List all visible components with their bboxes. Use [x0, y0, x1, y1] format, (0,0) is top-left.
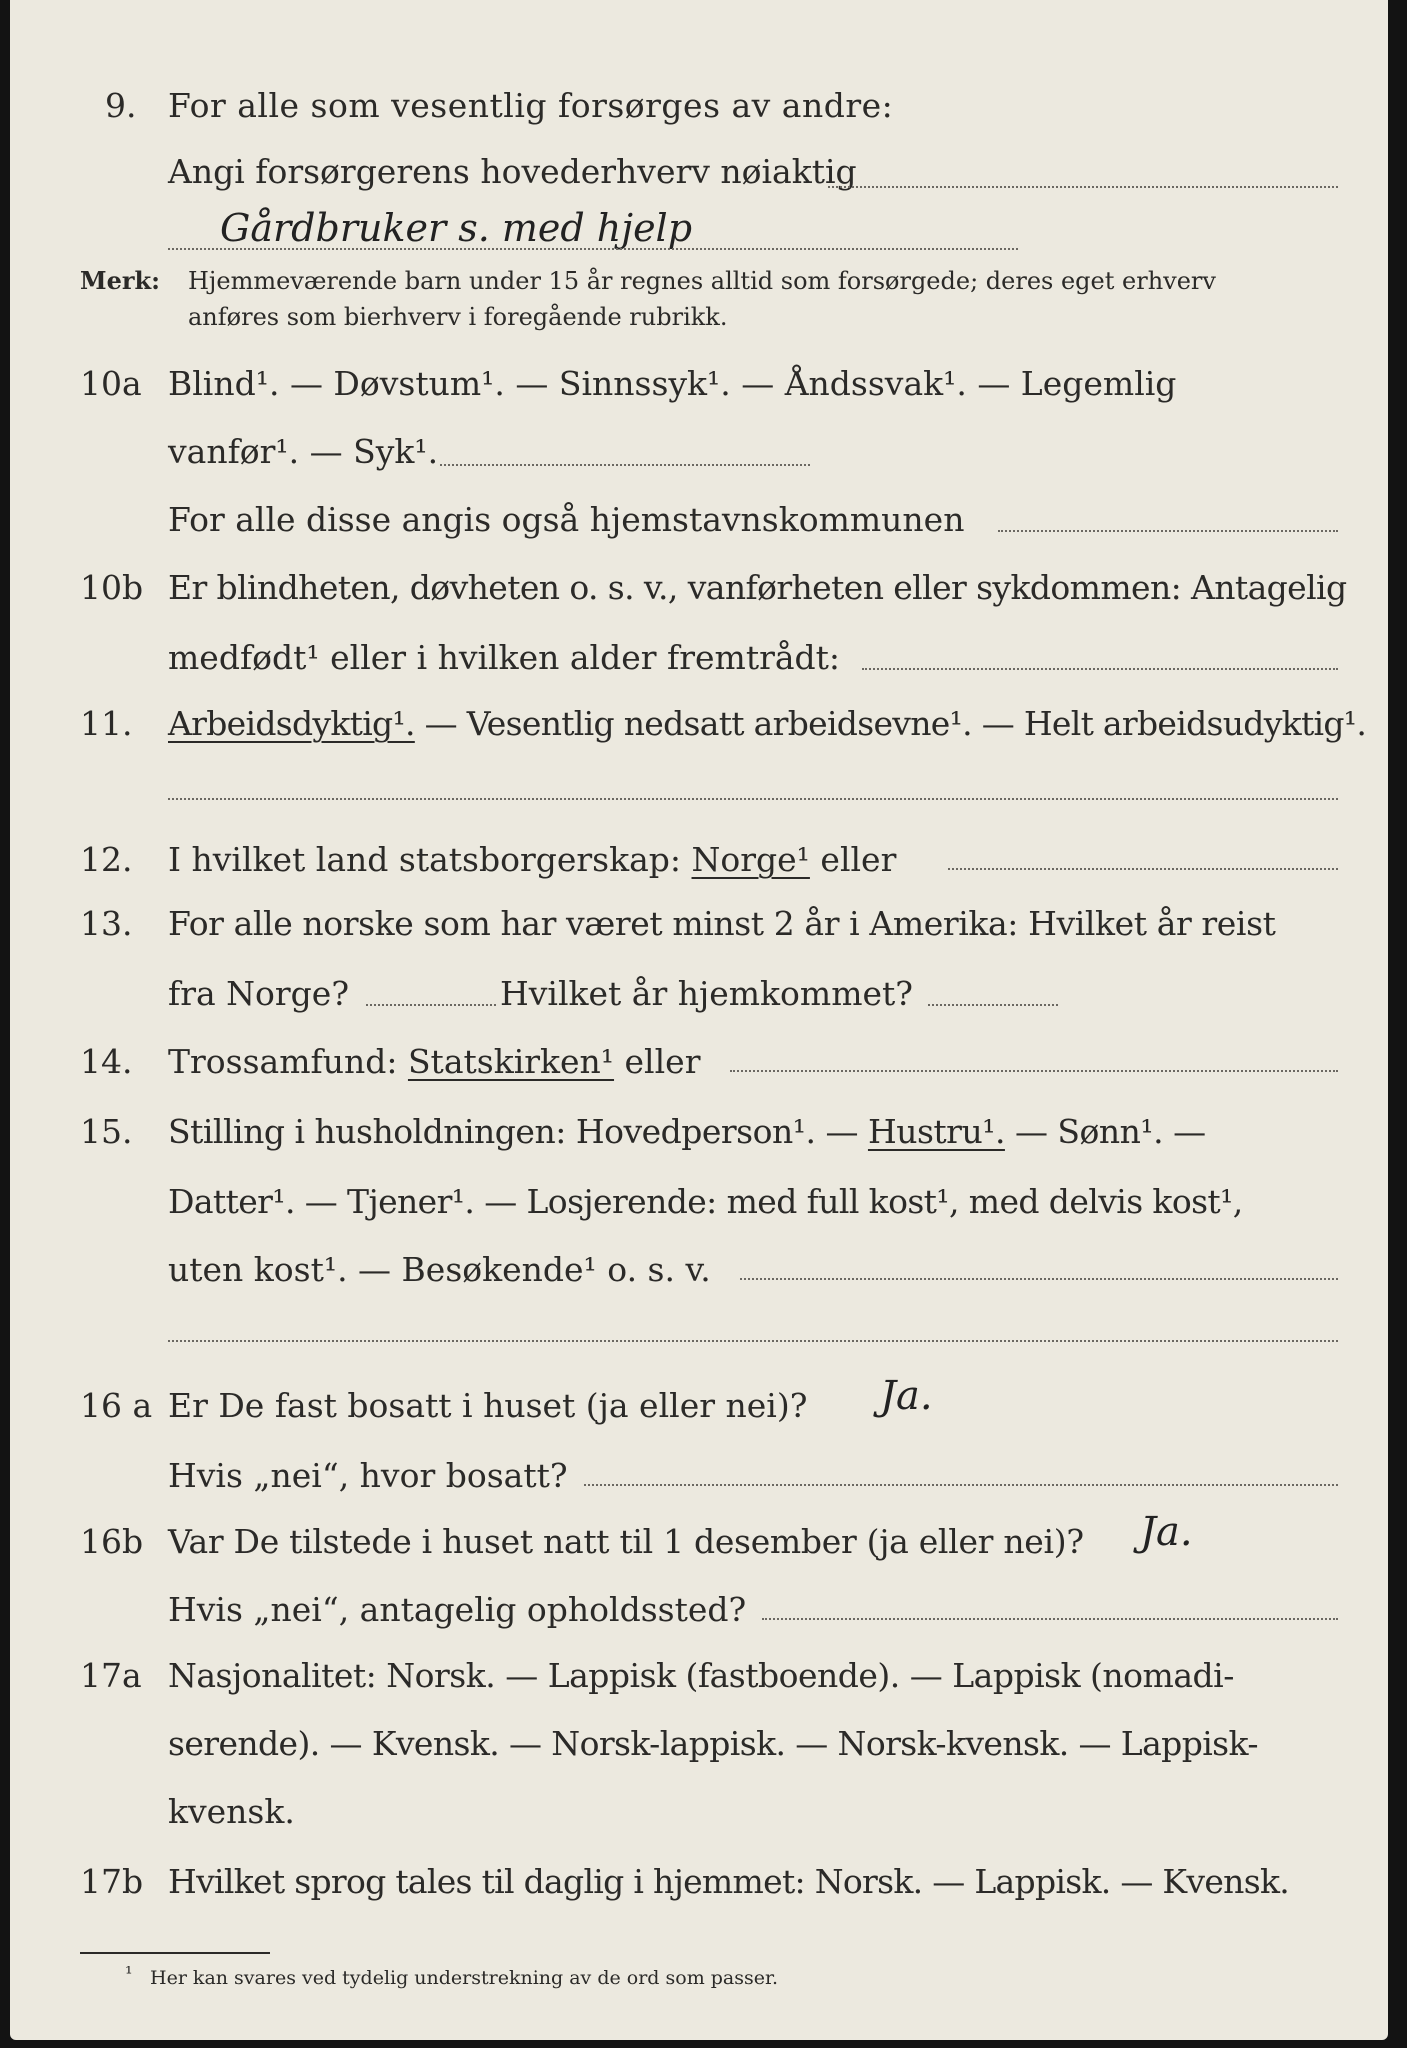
q10a-number: 10a [80, 364, 142, 403]
footnote-mark: ¹ [125, 1963, 133, 1985]
merk-line1: Hjemmeværende barn under 15 år regnes alltid som forsørgede; deres eget erhverv [188, 267, 1216, 295]
q14-prefix: Trossamfund: [168, 1042, 398, 1081]
q15-line1 [168, 1112, 1206, 1152]
q15-option-hustru: Hustru¹. [867, 1112, 1005, 1151]
q10a-line3: For alle disse angis også hjemstavnskommunen [168, 500, 965, 539]
q17b-number: 17b [80, 1862, 144, 1901]
q11-rest: — Vesentlig nedsatt arbeidsevne¹. — Helt arbeidsudyktig¹. [414, 704, 1367, 743]
q17a-line1: Nasjonalitet: Norsk. — Lappisk (fastboende). — Lappisk (nomadi- [168, 1656, 1234, 1695]
q17b-line1: Hvilket sprog tales til daglig i hjemmet: Norsk. — Lappisk. — Kvensk. [168, 1862, 1290, 1901]
footnote-text: Her kan svares ved tydelig understrekning av de ord som passer. [150, 1967, 779, 1989]
q16a-line1: Er De fast bosatt i huset (ja eller nei)? [168, 1386, 808, 1425]
q10b-line1: Er blindheten, døvheten o. s. v., vanførheten eller sykdommen: Antagelig [168, 568, 1347, 607]
q12-prefix: I hvilket land statsborgerskap: [168, 840, 682, 879]
q15-fill-line [740, 1278, 1338, 1280]
q9-line2: Angi forsørgerens hovederhverv nøiaktig [168, 152, 857, 191]
q10a-line2: vanfør¹. — Syk¹. [168, 432, 439, 471]
q15-line2: Datter¹. — Tjener¹. — Losjerende: med full kost¹, med delvis kost¹, [168, 1182, 1243, 1221]
q17a-line3: kvensk. [168, 1792, 295, 1831]
q12-line [168, 840, 896, 880]
q16a-handwritten-answer: Ja. [880, 1373, 933, 1419]
q10a-line1: Blind¹. — Døvstum¹. — Sinnssyk¹. — Åndssvak¹. — Legemlig [168, 364, 1177, 403]
q15-number: 15. [80, 1112, 133, 1151]
q16b-number: 16b [80, 1522, 144, 1561]
q9-handwritten-answer: Gårdbruker s. med hjelp [220, 206, 693, 250]
merk-line2: anføres som bierhverv i foregående rubrikk. [188, 303, 728, 331]
q11-line [168, 704, 1366, 744]
q14-number: 14. [80, 1042, 133, 1081]
q14-option-statskirken: Statskirken¹ [407, 1042, 615, 1081]
q10a-fill-line [998, 530, 1338, 532]
q11-option-arbeidsdyktig: Arbeidsdyktig¹. [168, 704, 415, 743]
q11-fill-line [168, 798, 1338, 800]
q10b-line2: medfødt¹ eller i hvilken alder fremtrådt: [168, 638, 841, 677]
q15-fill-line-2 [168, 1340, 1338, 1342]
q15-line1a: Stilling i husholdningen: Hovedperson¹. — [168, 1112, 858, 1151]
q13-hjem-fill-line [928, 1004, 1058, 1006]
q14-fill-line [730, 1070, 1338, 1072]
q14-line [168, 1042, 700, 1082]
q12-number: 12. [80, 840, 133, 879]
census-form-page [10, 0, 1388, 2040]
q15-line1c: — Sønn¹. — [1014, 1112, 1206, 1151]
q16b-line1: Var De tilstede i huset natt til 1 desember (ja eller nei)? [168, 1522, 1084, 1561]
q17a-number: 17a [80, 1656, 142, 1695]
q16b-handwritten-answer: Ja. [1140, 1509, 1193, 1555]
q15-line3: uten kost¹. — Besøkende¹ o. s. v. [168, 1250, 711, 1289]
q10a-syk-fill-line [440, 464, 810, 466]
merk-label: Merk: [80, 266, 160, 295]
q16b-fill-line [762, 1618, 1338, 1620]
q16b-line2: Hvis „nei“, antagelig opholdssted? [168, 1590, 747, 1629]
q16a-fill-line [584, 1484, 1338, 1486]
q16a-number: 16 a [80, 1386, 153, 1425]
q12-suffix: eller [820, 840, 897, 879]
q10b-fill-line [862, 668, 1338, 670]
q10b-number: 10b [80, 568, 144, 607]
q13-line1: For alle norske som har været minst 2 år i Amerika: Hvilket år reist [168, 904, 1276, 943]
q13-reist-fill-line [366, 1004, 496, 1006]
q16a-line2: Hvis „nei“, hvor bosatt? [168, 1456, 568, 1495]
q13-number: 13. [80, 904, 133, 943]
q12-fill-line [948, 868, 1338, 870]
q9-number: 9. [105, 86, 137, 125]
q11-number: 11. [80, 704, 133, 743]
q13-line2b: Hvilket år hjemkommet? [500, 974, 913, 1013]
footnote-rule [80, 1952, 270, 1954]
q9-fill-line [828, 186, 1338, 188]
q9-line1: For alle som vesentlig forsørges av andre: [168, 86, 894, 125]
q17a-line2: serende). — Kvensk. — Norsk-lappisk. — Norsk-kvensk. — Lappisk- [168, 1724, 1258, 1763]
q9-answer-line [168, 248, 1018, 250]
q13-line2a: fra Norge? [168, 974, 350, 1013]
q12-option-norge: Norge¹ [691, 840, 810, 879]
q14-suffix: eller [624, 1042, 701, 1081]
